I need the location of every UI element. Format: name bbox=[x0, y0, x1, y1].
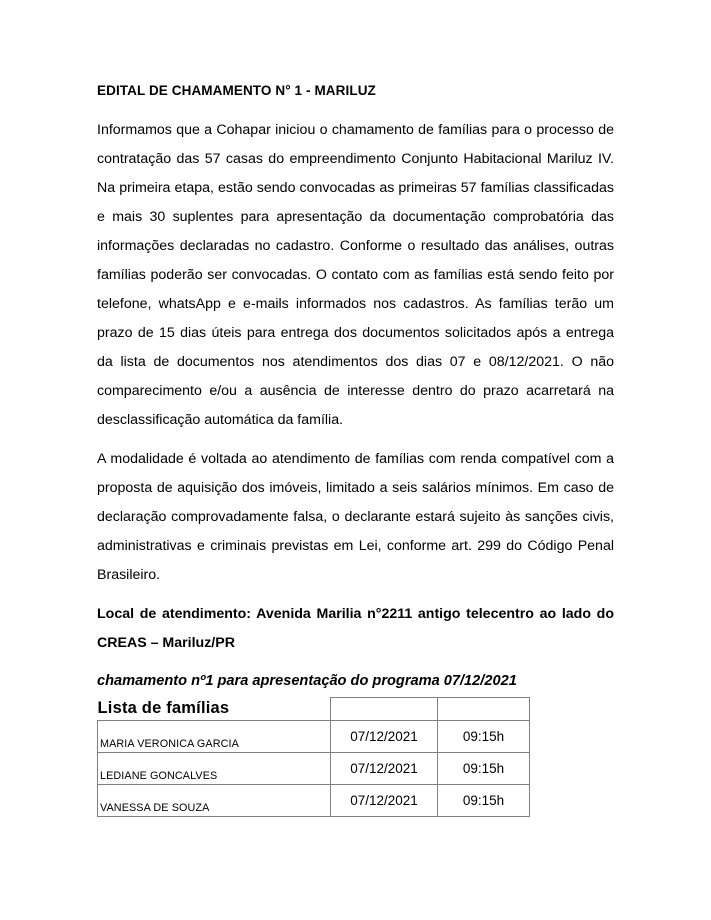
paragraph-modality: A modalidade é voltada ao atendimento de famílias com renda compatível com a proposta de aquisição dos imóveis, limitado a seis salários mínimos. Em caso de declaração comprovadamente falsa, o declarante estará sujeito às sanções civis, administrativas e criminais previstas em Lei, conforme art. 299 do Código Penal Brasileiro. bbox=[97, 451, 614, 583]
location-line: Local de atendimento: Avenida Marilia n°2211 antigo telecentro ao lado do CREAS – Mariluz/PR bbox=[97, 606, 614, 651]
appointment-date: 07/12/2021 bbox=[331, 753, 438, 785]
header-time-cell bbox=[438, 698, 530, 721]
appointment-time: 09:15h bbox=[438, 785, 530, 817]
document-content bbox=[97, 83, 614, 817]
family-name: VANESSA DE SOUZA bbox=[98, 785, 331, 817]
appointment-date: 07/12/2021 bbox=[331, 785, 438, 817]
table-row bbox=[98, 785, 530, 817]
table-row bbox=[98, 753, 530, 785]
call-line: chamamento nº1 para apresentação do programa 07/12/2021 bbox=[97, 673, 517, 689]
paragraph-intro: Informamos que a Cohapar iniciou o chamamento de famílias para o processo de contratação das 57 casas do empreendimento Conjunto Habitacional Mariluz IV. Na primeira etapa, estão sendo convocadas as primeiras 57 famílias classificadas e mais 30 suplentes para apresentação da documentação comprobatória das informações declaradas no cadastro. Conforme o resultado das análises, outras famílias poderão ser convocadas. O contato com as famílias está sendo feito por telefone, whatsApp e e-mails informados nos cadastros. As famílias terão um prazo de 15 dias úteis para entrega dos documentos solicitados após a entrega da lista de documentos nos atendimentos dos dias 07 e 08/12/2021. O não comparecimento e/ou a ausência de interesse dentro do prazo acarretará na desclassificação automática da família. bbox=[97, 122, 614, 428]
families-table bbox=[97, 697, 530, 817]
appointment-date: 07/12/2021 bbox=[331, 721, 438, 753]
table-title: Lista de famílias bbox=[97, 699, 230, 717]
document-title: EDITAL DE CHAMAMENTO N° 1 - MARILUZ bbox=[97, 83, 376, 98]
table-header-row bbox=[98, 698, 530, 721]
appointment-time: 09:15h bbox=[438, 753, 530, 785]
header-date-cell bbox=[331, 698, 438, 721]
appointment-time: 09:15h bbox=[438, 721, 530, 753]
table-row bbox=[98, 721, 530, 753]
table-title-cell bbox=[98, 698, 331, 721]
family-name: LEDIANE GONCALVES bbox=[98, 753, 331, 785]
family-name: MARIA VERONICA GARCIA bbox=[98, 721, 331, 753]
